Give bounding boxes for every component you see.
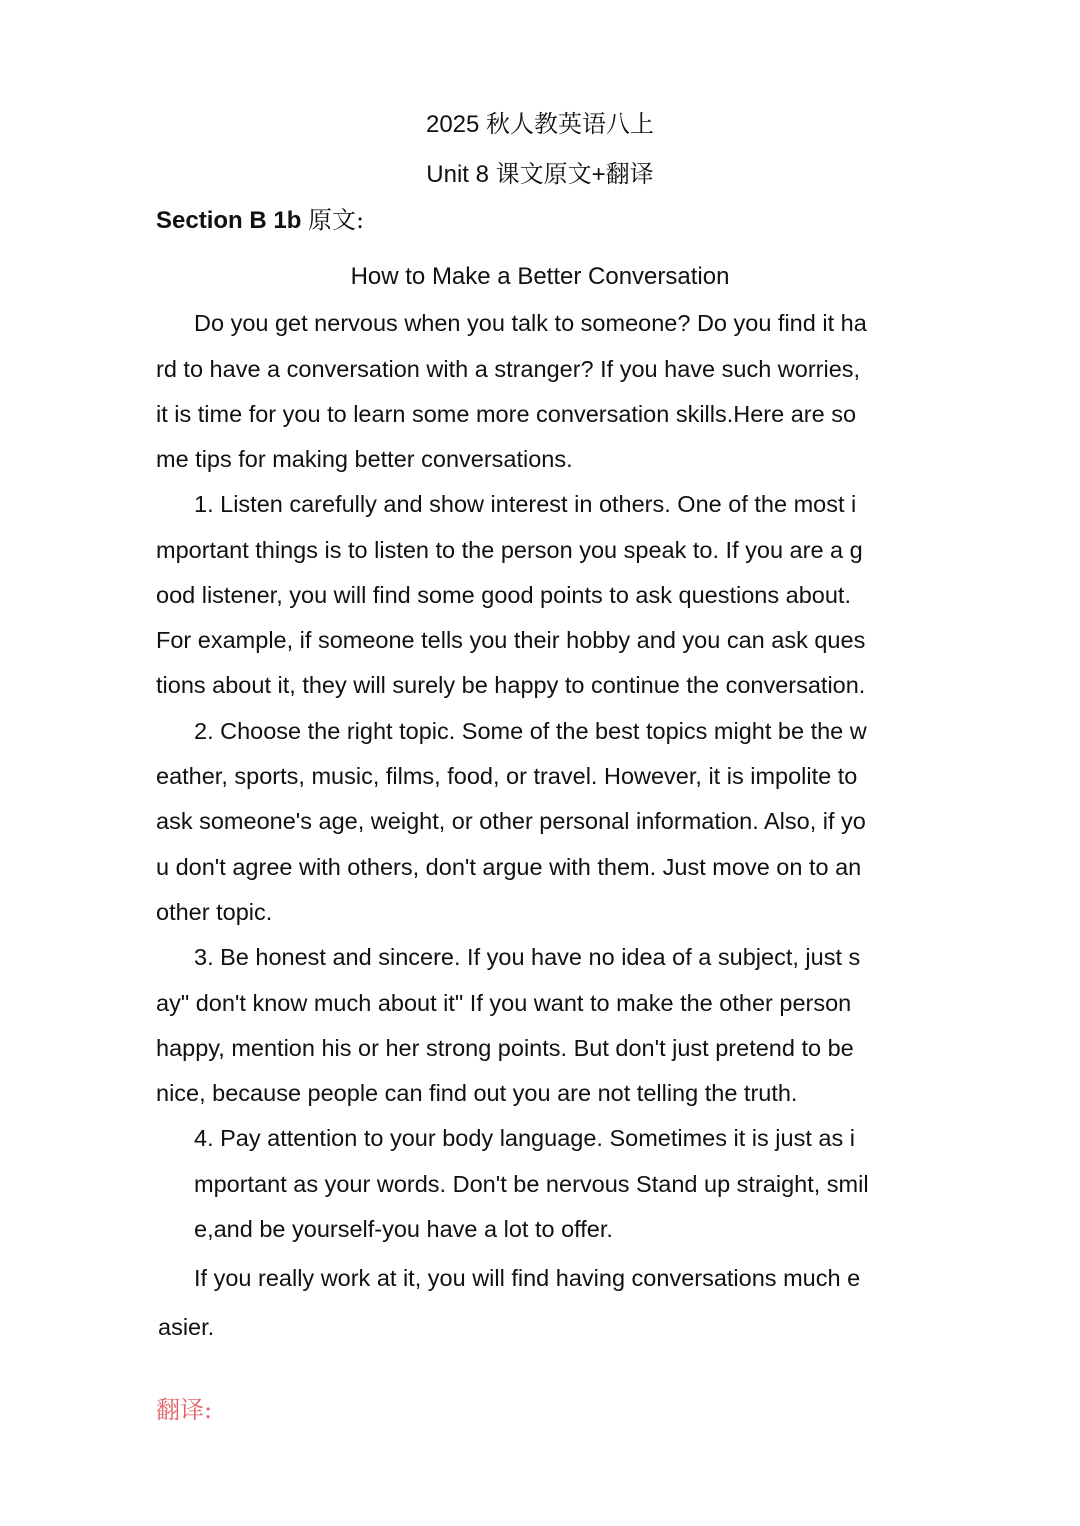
article-title: How to Make a Better Conversation xyxy=(350,263,730,290)
article-line: 3. Be honest and sincere. If you have no idea of a subject, just s xyxy=(194,944,861,970)
article-line: tions about it, they will surely be happy to continue the conversation. xyxy=(156,672,866,698)
article-line: For example, if someone tells you their hobby and you can ask ques xyxy=(156,627,866,653)
article-line: it is time for you to learn some more conversation skills.Here are so xyxy=(156,401,857,427)
article-line: rd to have a conversation with a stranger? If you have such worries, xyxy=(156,356,861,382)
article-line: Do you get nervous when you talk to someone? Do you find it ha xyxy=(194,310,867,336)
article-line: me tips for making better conversations. xyxy=(156,446,573,472)
article-line: nice, because people can find out you are not telling the truth. xyxy=(156,1080,798,1106)
document-title-text: 2025 秋人教英语八上 xyxy=(425,111,655,138)
article-line: ood listener, you will find some good points to ask questions about. xyxy=(156,582,851,608)
article-line: 1. Listen carefully and show interest in others. One of the most i xyxy=(194,491,857,517)
article-line: e,and be yourself-you have a lot to offer. xyxy=(194,1216,613,1242)
article-line: u don't agree with others, don't argue with them. Just move on to an xyxy=(156,854,862,880)
document-subtitle-text: Unit 8 课文原文+翻译 xyxy=(426,161,654,188)
article-line: mportant things is to listen to the person you speak to. If you are a g xyxy=(156,537,863,563)
document-subtitle xyxy=(0,160,1080,190)
section-heading-label: Section B 1b xyxy=(156,207,302,234)
article-line: eather, sports, music, films, food, or travel. However, it is impolite to xyxy=(156,763,858,789)
document-title xyxy=(0,110,1080,140)
article-line: mportant as your words. Don't be nervous Stand up straight, smil xyxy=(194,1171,869,1197)
article-line: ask someone's age, weight, or other personal information. Also, if yo xyxy=(156,808,866,834)
article-line: If you really work at it, you will find having conversations much e xyxy=(194,1265,861,1291)
translation-label: 翻译: xyxy=(156,1396,213,1424)
section-heading xyxy=(156,205,364,236)
article-line: other topic. xyxy=(156,899,273,925)
article-line: happy, mention his or her strong points. But don't just pretend to be xyxy=(156,1035,854,1061)
section-heading-suffix: 原文: xyxy=(308,206,365,234)
article-line: asier. xyxy=(158,1314,215,1340)
article-line: 2. Choose the right topic. Some of the best topics might be the w xyxy=(194,718,867,744)
article-line: 4. Pay attention to your body language. Sometimes it is just as i xyxy=(194,1125,855,1151)
article-line: ay" don't know much about it" If you want to make the other person xyxy=(156,990,852,1016)
